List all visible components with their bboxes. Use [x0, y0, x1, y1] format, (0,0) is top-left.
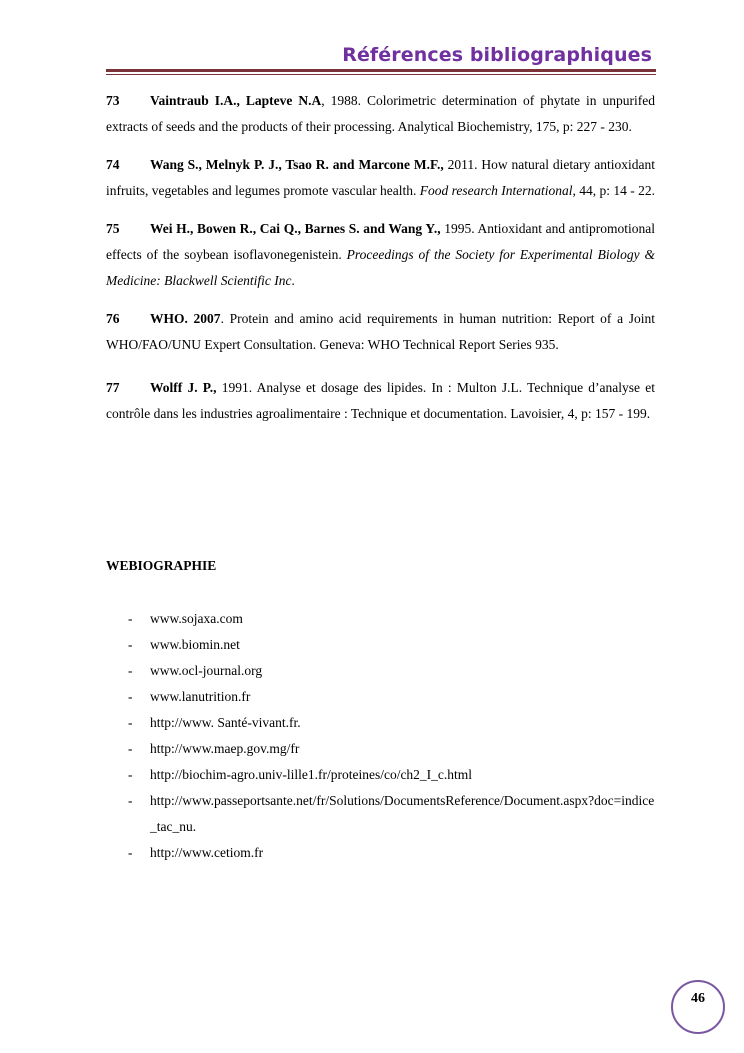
webiographie-title: WEBIOGRAPHIE	[106, 558, 217, 573]
list-bullet: -	[128, 715, 133, 730]
list-bullet: -	[128, 611, 133, 626]
header-rule-thin	[106, 74, 656, 75]
reference-authors: Vaintraub I.A., Lapteve N.A	[150, 93, 322, 108]
reference-authors: Wolff J. P.,	[150, 380, 217, 395]
reference-74	[106, 152, 655, 204]
reference-authors: Wei H., Bowen R., Cai Q., Barnes S. and Wang Y.,	[150, 221, 441, 236]
references-list	[106, 88, 655, 427]
reference-body: 2011. How natural dietary antioxidant infruits, vegetables and legumes promote vascular health.	[106, 157, 655, 198]
list-bullet: -	[128, 767, 133, 782]
list-bullet: -	[128, 637, 133, 652]
reference-journal: Food research International	[419, 183, 573, 198]
reference-authors: Wang S., Melnyk P. J., Tsao R. and Marcone M.F.,	[150, 157, 444, 172]
reference-number: 75	[106, 221, 120, 236]
web-link-item	[106, 762, 666, 788]
web-link[interactable]: http://www.passeportsante.net/fr/Solutions/DocumentsReference/Document.aspx?doc=indice_tac_nu.	[150, 793, 655, 834]
reference-body: . Protein and amino acid requirements in human nutrition: Report of a Joint WHO/FAO/UNU Expert Consultation. Geneva: WHO Technical Report Series 935.	[106, 311, 655, 352]
web-link[interactable]: www.sojaxa.com	[150, 611, 243, 626]
web-link[interactable]: www.biomin.net	[150, 637, 240, 652]
web-link-item	[106, 658, 666, 684]
page-number-badge	[671, 980, 725, 1034]
reference-number: 76	[106, 311, 120, 326]
web-link[interactable]: www.ocl-journal.org	[150, 663, 263, 678]
reference-number: 74	[106, 157, 120, 172]
web-link[interactable]: http://www.maep.gov.mg/fr	[150, 741, 300, 756]
list-bullet: -	[128, 741, 133, 756]
web-link[interactable]: http://biochim-agro.univ-lille1.fr/proteines/co/ch2_I_c.html	[150, 767, 473, 782]
reference-73	[106, 88, 655, 140]
page-header-title: Références bibliographiques	[342, 44, 652, 66]
web-link[interactable]: www.lanutrition.fr	[150, 689, 251, 704]
web-links-list	[106, 606, 666, 866]
reference-body: 1991. Analyse et dosage des lipides. In : Multon J.L. Technique d’analyse et contrôle dans les industries agroalimentaire : Technique et documentation. Lavoisier, 4, p: 157 - 199.	[106, 380, 655, 421]
reference-76	[106, 306, 655, 358]
reference-77	[106, 375, 655, 427]
web-link-item	[106, 736, 666, 762]
page-number: 46	[691, 991, 705, 1006]
web-link-item	[106, 632, 666, 658]
list-bullet: -	[128, 663, 133, 678]
reference-authors: WHO. 2007	[150, 311, 221, 326]
web-link[interactable]: http://www. Santé-vivant.fr.	[150, 715, 301, 730]
web-link-item	[106, 606, 666, 632]
reference-body: , 1988. Colorimetric determination of phytate in unpurifed extracts of seeds and the products of their processing. Analytical Biochemistry, 175, p: 227 - 230.	[106, 93, 655, 134]
list-bullet: -	[128, 845, 133, 860]
reference-body: 1995. Antioxidant and antipromotional effects of the soybean isoflavonegenistein.	[106, 221, 655, 262]
web-link-item	[106, 788, 656, 840]
web-link[interactable]: http://www.cetiom.fr	[150, 845, 264, 860]
web-link-item	[106, 840, 666, 866]
reference-tail: .	[291, 273, 295, 288]
reference-journal: Proceedings of the Society for Experimental Biology & Medicine: Blackwell Scientific Inc	[106, 247, 655, 288]
list-bullet: -	[128, 689, 133, 704]
web-link-item	[106, 710, 666, 736]
reference-number: 77	[106, 380, 120, 395]
header-rule-thick	[106, 69, 656, 72]
reference-75	[106, 216, 655, 294]
reference-number: 73	[106, 93, 120, 108]
list-bullet: -	[128, 793, 133, 808]
reference-tail: , 44, p: 14 - 22.	[572, 183, 656, 198]
web-link-item	[106, 684, 666, 710]
